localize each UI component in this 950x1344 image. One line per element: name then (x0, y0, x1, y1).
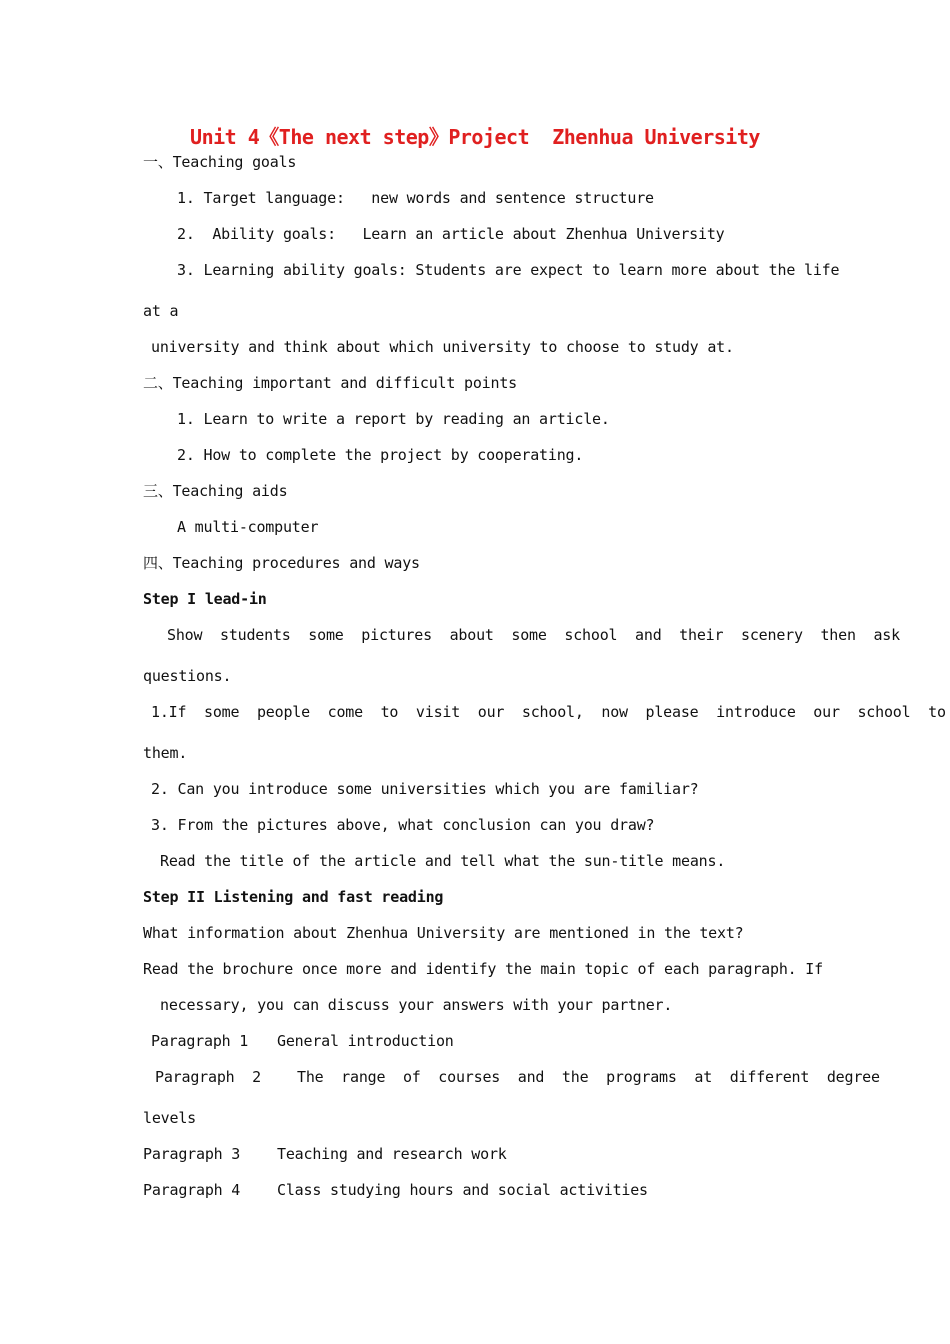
paragraph-1-label: Paragraph 1 (151, 1032, 249, 1050)
step-1-intro-cont: questions. (143, 667, 232, 685)
aid-item-1: A multi-computer (177, 518, 319, 536)
step-1-heading: Step I lead-in (143, 590, 267, 608)
paragraph-1-topic: General introduction (277, 1032, 454, 1050)
paragraph-2-label: Paragraph 2 (155, 1068, 261, 1086)
goal-item-learning-ability-cont2: university and think about which university to choose to study at. (151, 338, 734, 356)
goal-item-learning-ability-cont: at a (143, 302, 179, 320)
step-1-question-2: 2. Can you introduce some universities which you are familiar? (151, 780, 699, 798)
document-title: Unit 4《The next step》Project Zhenhua University (190, 125, 760, 149)
section-heading-important-points: 二、Teaching important and difficult points (143, 374, 518, 392)
step-1-note: Read the title of the article and tell what the sun-title means. (160, 852, 726, 870)
goal-item-ability-goals: 2. Ability goals: Learn an article about Zhenhua University (177, 225, 725, 243)
paragraph-2-topic-cont: levels (143, 1109, 196, 1127)
paragraph-4-label: Paragraph 4 (143, 1181, 241, 1199)
section-heading-teaching-aids: 三、Teaching aids (143, 482, 288, 500)
step-1-intro: Show students some pictures about some school and their scenery then ask (167, 626, 900, 644)
paragraph-3-topic: Teaching and research work (277, 1145, 507, 1163)
paragraph-4-topic: Class studying hours and social activities (277, 1181, 648, 1199)
step-2-heading: Step II Listening and fast reading (143, 888, 444, 906)
paragraph-2-topic: The range of courses and the programs at different degree (297, 1068, 880, 1086)
step-2-question-2-cont: necessary, you can discuss your answers with your partner. (160, 996, 673, 1014)
step-1-question-1-cont: them. (143, 744, 188, 762)
section-heading-teaching-goals: 一、Teaching goals (143, 153, 297, 171)
step-1-question-3: 3. From the pictures above, what conclusion can you draw? (151, 816, 655, 834)
step-2-question-1: What information about Zhenhua University are mentioned in the text? (143, 924, 744, 942)
paragraph-3-label: Paragraph 3 (143, 1145, 241, 1163)
goal-item-target-language: 1. Target language: new words and sentence structure (177, 189, 654, 207)
step-1-question-1: 1.If some people come to visit our school, now please introduce our school to (151, 703, 946, 721)
section-heading-procedures: 四、Teaching procedures and ways (143, 554, 420, 572)
step-2-question-2: Read the brochure once more and identify the main topic of each paragraph. If (143, 960, 823, 978)
point-item-1: 1. Learn to write a report by reading an article. (177, 410, 610, 428)
point-item-2: 2. How to complete the project by cooperating. (177, 446, 584, 464)
goal-item-learning-ability: 3. Learning ability goals: Students are expect to learn more about the life (177, 261, 840, 279)
